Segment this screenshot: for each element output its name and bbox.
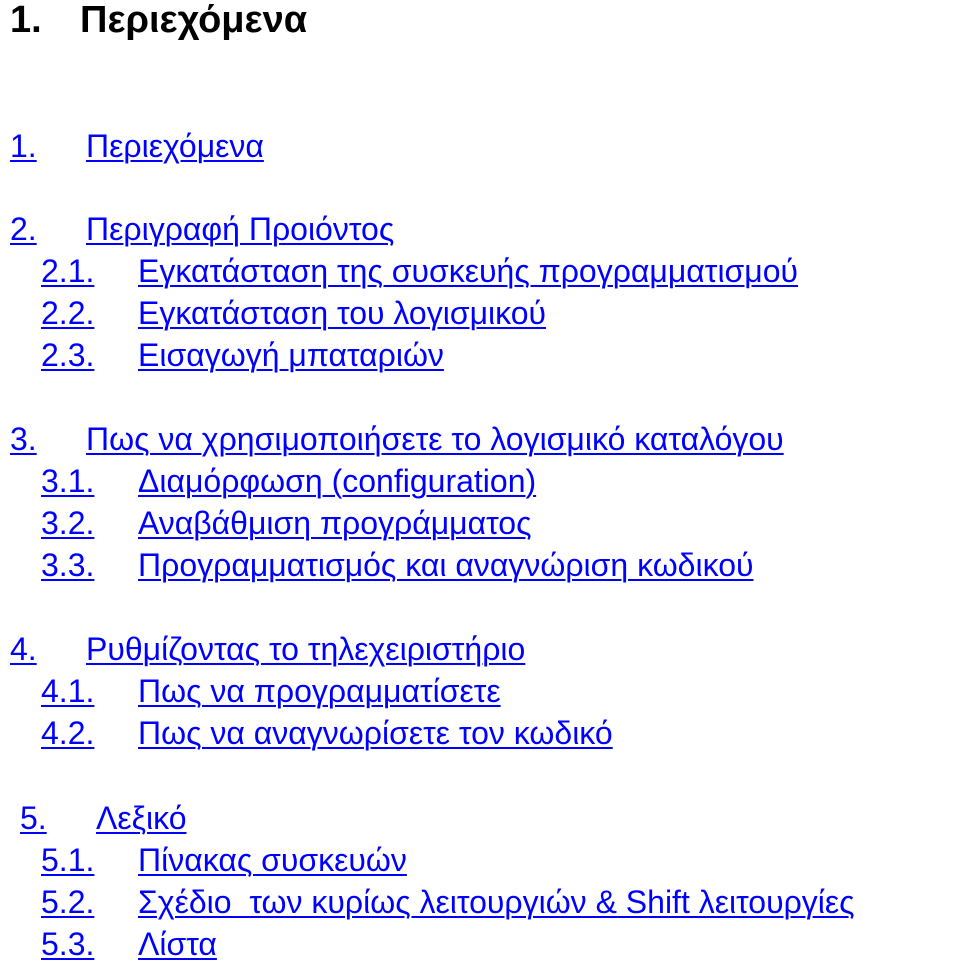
toc-entry-number[interactable]: 2.	[10, 211, 37, 247]
heading-title: Περιεχόμενα	[80, 0, 308, 41]
toc-entry-number[interactable]: 5.3.	[41, 926, 95, 962]
toc-entry-label[interactable]: Προγραμματισμός και αναγνώριση κωδικού	[138, 547, 754, 583]
toc-entry-label[interactable]: Ρυθμίζοντας το τηλεχειριστήριο	[86, 631, 526, 667]
toc-entry-label[interactable]: Εγκατάσταση του λογισμικού	[138, 295, 547, 331]
toc-entry-number[interactable]: 3.1.	[41, 463, 95, 499]
toc-entry-label[interactable]: Εγκατάσταση της συσκευής προγραμματισμού	[138, 253, 799, 289]
toc-entry-label[interactable]: Σχέδιο των κυρίως λειτουργιών & Shift λειτουργίες	[138, 884, 855, 920]
toc-entry-number[interactable]: 2.1.	[41, 253, 95, 289]
toc-entry-number[interactable]: 5.	[20, 800, 47, 836]
toc-entry-label[interactable]: Λίστα	[138, 926, 217, 962]
toc-entry-label[interactable]: Αναβάθμιση προγράμματος	[138, 505, 532, 541]
toc-entry-number[interactable]: 4.1.	[41, 673, 95, 709]
toc-entry-label[interactable]: Πίνακας συσκευών	[138, 842, 407, 878]
page-heading	[10, 0, 307, 42]
toc-entry-number[interactable]: 4.	[10, 631, 37, 667]
toc-entry-number[interactable]: 1.	[10, 128, 37, 164]
toc-entry-label[interactable]: Πως να προγραμματίσετε	[138, 673, 501, 709]
toc-entry-label[interactable]: Πως να χρησιμοποιήσετε το λογισμικό καταλόγου	[86, 421, 784, 457]
toc-entry-number[interactable]: 3.2.	[41, 505, 95, 541]
toc-entry-number[interactable]: 3.	[10, 421, 37, 457]
toc-entry-label[interactable]: Περιεχόμενα	[86, 128, 264, 164]
toc-entry-number[interactable]: 2.2.	[41, 295, 95, 331]
toc-entry-number[interactable]: 4.2.	[41, 715, 95, 751]
toc-entry-label[interactable]: Διαμόρφωση (configuration)	[138, 463, 537, 499]
toc-entry-label[interactable]: Πως να αναγνωρίσετε τον κωδικό	[138, 715, 613, 751]
heading-number: 1.	[10, 0, 42, 41]
toc-entry-number[interactable]: 3.3.	[41, 547, 95, 583]
toc-entry-number[interactable]: 5.1.	[41, 842, 95, 878]
toc-entry-label[interactable]: Περιγραφή Προιόντος	[86, 211, 395, 247]
toc-entry-number[interactable]: 5.2.	[41, 884, 95, 920]
toc-entry-number[interactable]: 2.3.	[41, 337, 95, 373]
toc-entry-label[interactable]: Εισαγωγή μπαταριών	[138, 337, 444, 373]
toc-entry-label[interactable]: Λεξικό	[96, 800, 187, 836]
